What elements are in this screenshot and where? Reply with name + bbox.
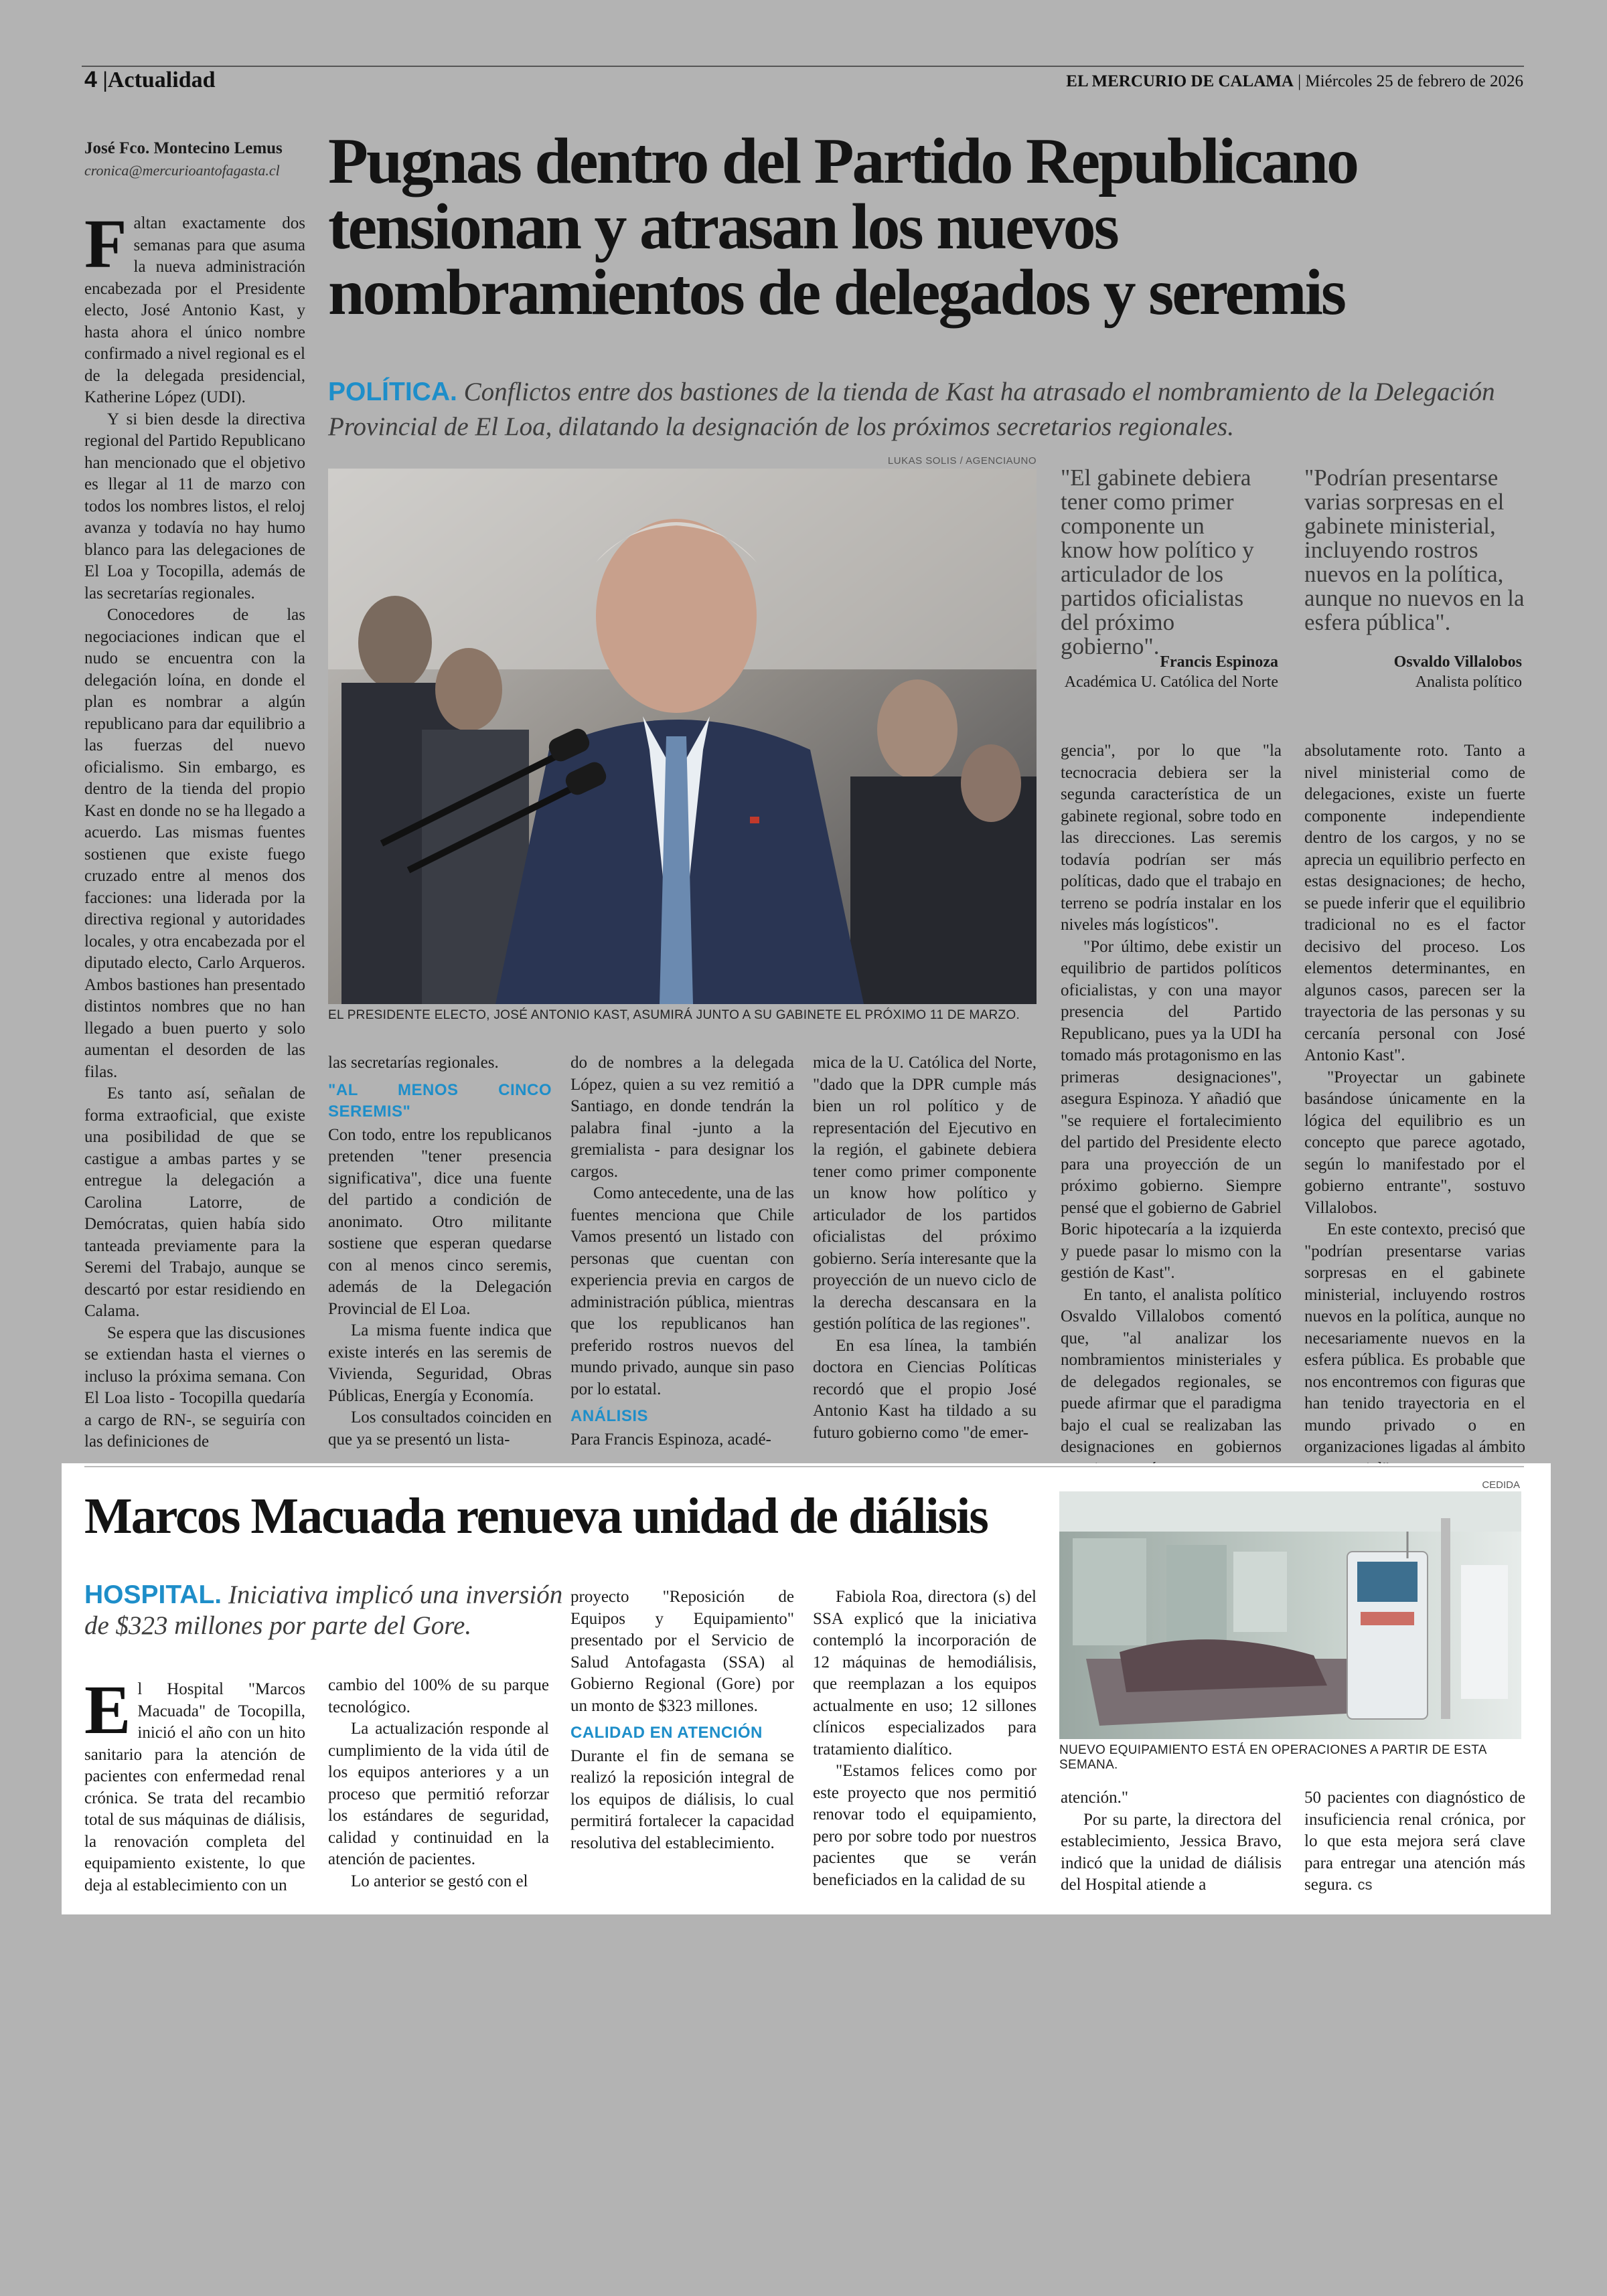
end-mark-icon: cs	[1357, 1876, 1373, 1893]
body-paragraph: Lo anterior se gestó con el	[351, 1872, 528, 1890]
body-paragraph: Con todo, entre los republicanos pretenden "tener presencia significativa", dice una fuente del partido a condición de anonimato. Otro militante sostiene que esperan quedarse con al menos cinco seremis, además de la Delegación Provincial de El Loa.	[328, 1125, 552, 1318]
photo-caption: EL PRESIDENTE ELECTO, JOSÉ ANTONIO KAST, ASUMIRÁ JUNTO A SU GABINETE EL PRÓXIMO 11 DE MARZO.	[328, 1008, 1020, 1022]
article-column-6	[1304, 740, 1525, 1480]
subhead: CALIDAD EN ATENCIÓN	[570, 1724, 763, 1742]
article-2-deck	[84, 1580, 566, 1641]
body-paragraph: Para Francis Espinoza, acadé-	[570, 1430, 771, 1449]
article-column-4	[813, 1052, 1037, 1444]
deck-text: Iniciativa implicó una inversión de $323 millones por parte del Gore.	[84, 1580, 563, 1640]
body-paragraph: Es tanto así, señalan de forma extraoficial, que existe una posibilidad de que se castigue a ambas partes y se entregue la delegación a Carolina Latorre, de Demócratas, quien había sido tanteada previamente para la Seremi del Trabajo, aunque se descartó por estar residiendo en Calama.	[84, 1084, 305, 1320]
article-2-column-4	[813, 1586, 1037, 1891]
body-paragraph: Por su parte, la directora del establecimiento, Jessica Bravo, indicó que la unidad de diálisis del Hospital atiende a	[1061, 1810, 1282, 1894]
subhead: "AL MENOS CINCO SEREMIS"	[328, 1080, 552, 1121]
deck-kicker: HOSPITAL.	[84, 1580, 222, 1609]
body-paragraph: 50 pacientes con diagnóstico de insuficiencia renal crónica, por lo que esta mejora será clave para entregar una atención más segura. cs	[1304, 1789, 1525, 1894]
body-paragraph: Durante el fin de semana se realizó la reposición integral de los equipos de diálisis, lo cual permitirá fortalecer la capacidad resolutiva del establecimiento.	[570, 1746, 794, 1852]
publication-date: Miércoles 25 de febrero de 2026	[1305, 72, 1523, 90]
article-column-2	[328, 1052, 552, 1451]
article-deck	[328, 375, 1533, 444]
article-2-column-3	[570, 1586, 794, 1854]
body-paragraph: La misma fuente indica que existe interés en las seremis de Vivienda, Seguridad, Obras Públicas, Energía y Economía.	[328, 1321, 552, 1405]
section-divider: |	[102, 68, 108, 92]
quote-2-role: Analista político	[1415, 673, 1522, 691]
body-paragraph: Faltan exactamente dos semanas para que asuma la nueva administración encabezada por el Presidente electo, José Antonio Kast, y hasta ahora el único nombre confirmado a nivel regional es el de la delegada presidencial, Katherine López (UDI).	[84, 206, 305, 406]
pull-quote-2: "Podrían presentarse varias sorpresas en el gabinete ministerial, incluyendo rostros nuevos en la política, aunque no nuevos en la esfera pública".	[1304, 465, 1525, 635]
page-number: 4	[84, 67, 97, 92]
header-rule	[82, 66, 1524, 67]
photo-illustration	[328, 469, 1037, 1004]
body-paragraph: absolutamente roto. Tanto a nivel ministerial como de delegaciones, existe un fuerte componente independiente dentro de los cargos, y no se aprecia un equilibrio perfecto en estas designaciones; de hecho, se puede inferir que el equilibrio tradicional no es el factor decisivo del proceso. Los elementos determinantes, en algunos casos, parecen ser la trayectoria de las personas y su cercanía personal con José Antonio Kast".	[1304, 742, 1525, 1064]
article-column-1	[84, 206, 305, 1453]
header-separator: |	[1298, 72, 1302, 90]
article-2-column-1	[84, 1671, 305, 1896]
photo-illustration	[1059, 1491, 1521, 1739]
body-paragraph: Los consultados coinciden en que ya se presentó un lista-	[328, 1408, 552, 1449]
body-paragraph: Y si bien desde la directiva regional del Partido Republicano han mencionado que el objetivo es llegar al 11 de marzo con todos los nombres listos, el reloj avanza y todavía no hay humo blanco para las delegaciones de El Loa y Tocopilla, además de las secretarías regionales.	[84, 410, 305, 602]
body-paragraph: Fabiola Roa, directora (s) del SSA explicó que la iniciativa contempló la incorporación de 12 máquinas de hemodiálisis, que reemplazan a los equipos actualmente en uso; 12 sillones clínicos especializados para tratamiento dialítico.	[813, 1588, 1037, 1758]
drop-cap: F	[84, 206, 127, 282]
pull-quote-1: "El gabinete debiera tener como primer componente un know how político y articulador de los partidos oficialistas del próximo gobierno".	[1061, 465, 1254, 659]
article-2-headline: Marcos Macuada renueva unidad de diálisis	[84, 1488, 988, 1544]
headline-line: Pugnas dentro del Partido Republicano	[328, 125, 1358, 197]
drop-cap: E	[84, 1671, 131, 1748]
page-section-label	[84, 67, 216, 93]
article-column-5	[1061, 740, 1282, 1480]
body-paragraph: "Proyectar un gabinete basándose únicamente en la lógica del equilibrio es un concepto que parece agotado, según lo manifestado por el gobierno entrante", sostuvo Villalobos.	[1304, 1068, 1525, 1217]
body-paragraph: El Hospital "Marcos Macuada" de Tocopilla, inició el año con un hito sanitario para la atención de pacientes con enfermedad renal crónica. Se trata del recambio total de sus máquinas de diálisis, la renovación completa del equipamiento existente, lo que deja al establecimiento con un	[84, 1671, 305, 1894]
body-paragraph: Como antecedente, una de las fuentes menciona que Chile Vamos presentó un listado con personas que cuentan con experiencia previa en cargos de administración pública, mientras que los republicanos han preferido rostros nuevos del mundo privado, aunque sin paso por lo estatal.	[570, 1184, 794, 1398]
body-paragraph: cambio del 100% de su parque tecnológico.	[328, 1676, 549, 1716]
body-paragraph: Conocedores de las negociaciones indican que el nudo se encuentra con la delegación loína, en donde el plan es nombrar a algún republicano para dar equilibrio a las fuerzas del nuevo oficialismo. Sin embargo, es dentro de la tienda del propio Kast en donde no se ha llegado a acuerdo. Las mismas fuentes sostienen que existe fuego cruzado entre al menos dos facciones: una liderada por la directiva regional y autoridades locales, y otra encabezada por el diputado electo, Carlo Arqueros. Ambos bastiones han presentado distintos nombres que no han llegado a buen puerto y solo aumentan el desorden de las filas.	[84, 606, 305, 1081]
article-2-column-5	[1061, 1787, 1282, 1896]
dialysis-unit-photo	[1059, 1491, 1521, 1739]
deck-text: Conflictos entre dos bastiones de la tienda de Kast ha atrasado el nombramiento de la Delegación Provincial de El Loa, dilatando la designación de los próximos secretarios regionales.	[328, 378, 1495, 441]
publication-name: EL MERCURIO DE CALAMA	[1066, 72, 1294, 90]
body-paragraph: mica de la U. Católica del Norte, "dado que la DPR cumple más bien un rol político y de representación del Ejecutivo en la región, el gabinete debiera tener como primer componente un know how político y articulador de los partidos oficialistas del próximo gobierno. Sería interesante que la proyección de un nuevo ciclo de la derecha descansara en la gestión política de las regiones".	[813, 1054, 1037, 1333]
photo-credit: CEDIDA	[1482, 1479, 1520, 1491]
subhead: ANÁLISIS	[570, 1407, 649, 1425]
article-column-3	[570, 1052, 794, 1451]
photo-caption: NUEVO EQUIPAMIENTO ESTÁ EN OPERACIONES A PARTIR DE ESTA SEMANA.	[1059, 1743, 1486, 1772]
article-2-column-6	[1304, 1787, 1525, 1896]
body-paragraph: "Por último, debe existir un equilibrio de partidos políticos oficialistas, y con una mayor presencia del Partido Republicano, pues ya la UDI ha tomado más protagonismo en las primeras designaciones", asegura Espinoza. Y añadió que "se requiere el fortalecimiento del partido del Presidente electo para una proyección de un próximo gobierno. Siempre pensé que el gobierno de Gabriel Boric hipotecaría a la izquierda y puede pasar lo mismo con la gestión de Kast".	[1061, 937, 1282, 1282]
body-paragraph: las secretarías regionales.	[328, 1054, 499, 1072]
body-paragraph: do de nombres a la delegada López, quien a su vez remitió a Santiago, en donde tendrán la palabra final -junto a la gremialista - para designar los cargos.	[570, 1054, 794, 1181]
headline-line: nombramientos de delegados y seremis	[328, 256, 1345, 329]
body-paragraph: Se espera que las discusiones se extiendan hasta el viernes o incluso la próxima semana. Con El Loa listo - Tocopilla quedaría a cargo de RN-, se seguiría con las definiciones de	[84, 1323, 305, 1451]
body-paragraph: "Estamos felices como por este proyecto que nos permitió renovar todo el equipamiento, pero por sobre todo por nuestros pacientes que se verán beneficiados en la calidad de su	[813, 1762, 1037, 1889]
body-paragraph: atención."	[1061, 1789, 1129, 1807]
kast-speaking-photo	[328, 469, 1037, 1004]
photo-credit: LUKAS SOLIS / AGENCIAUNO	[887, 455, 1037, 467]
headline-line: tensionan y atrasan los nuevos	[328, 191, 1118, 263]
section-name: Actualidad	[107, 68, 216, 92]
body-paragraph: En esa línea, la también doctora en Ciencias Políticas recordó que el propio José Antonio Kast ha tildado a su futuro gobierno como "de emer-	[813, 1336, 1037, 1442]
body-paragraph: gencia", por lo que "la tecnocracia debiera ser la segunda característica de un gabinete regional, sobre todo en las direcciones. Las seremis todavía podrían ser más políticas, dado que el trabajo en terreno se podría instalar en los niveles más logísticos".	[1061, 742, 1282, 934]
byline-email: cronica@mercurioantofagasta.cl	[84, 162, 280, 179]
publication-info	[1066, 72, 1523, 91]
quote-2-author: Osvaldo Villalobos	[1393, 653, 1522, 671]
byline-author: José Fco. Montecino Lemus	[84, 139, 283, 157]
article-2-column-2	[328, 1675, 549, 1892]
deck-kicker: POLÍTICA.	[328, 378, 457, 406]
article-headline	[328, 125, 1533, 329]
body-paragraph: En tanto, el analista político Osvaldo Villalobos comentó que, "al analizar los nombramientos ministeriales y de delegados regionales, se puede afirmar que el paradigma bajo el cual se realizaban las designaciones en gobiernos	[1061, 1285, 1282, 1456]
article-separator-rule	[84, 1466, 1524, 1467]
body-paragraph: proyecto "Reposición de Equipos y Equipamiento" presentado por el Servicio de Salud Antofagasta (SSA) al Gobierno Regional (Gore) por un monto de $323 millones.	[570, 1588, 794, 1715]
quote-1-role: Académica U. Católica del Norte	[1064, 673, 1278, 691]
quote-1-author: Francis Espinoza	[1160, 653, 1278, 671]
body-paragraph: La actualización responde al cumplimiento de la vida útil de los equipos anteriores y a un proceso que permitió reforzar los estándares de seguridad, calidad y continuidad en la atención de pacientes.	[328, 1720, 549, 1868]
body-paragraph: En este contexto, precisó que "podrían presentarse varias sorpresas en el gabinete ministerial, incluyendo rostros nuevos en la política, aunque no necesariamente nuevos en la esfera pública. Es probable que nos encontremos con figuras que han tenido trayectoria en el mundo privado o en organizaciones ligadas al ámbito	[1304, 1219, 1525, 1480]
